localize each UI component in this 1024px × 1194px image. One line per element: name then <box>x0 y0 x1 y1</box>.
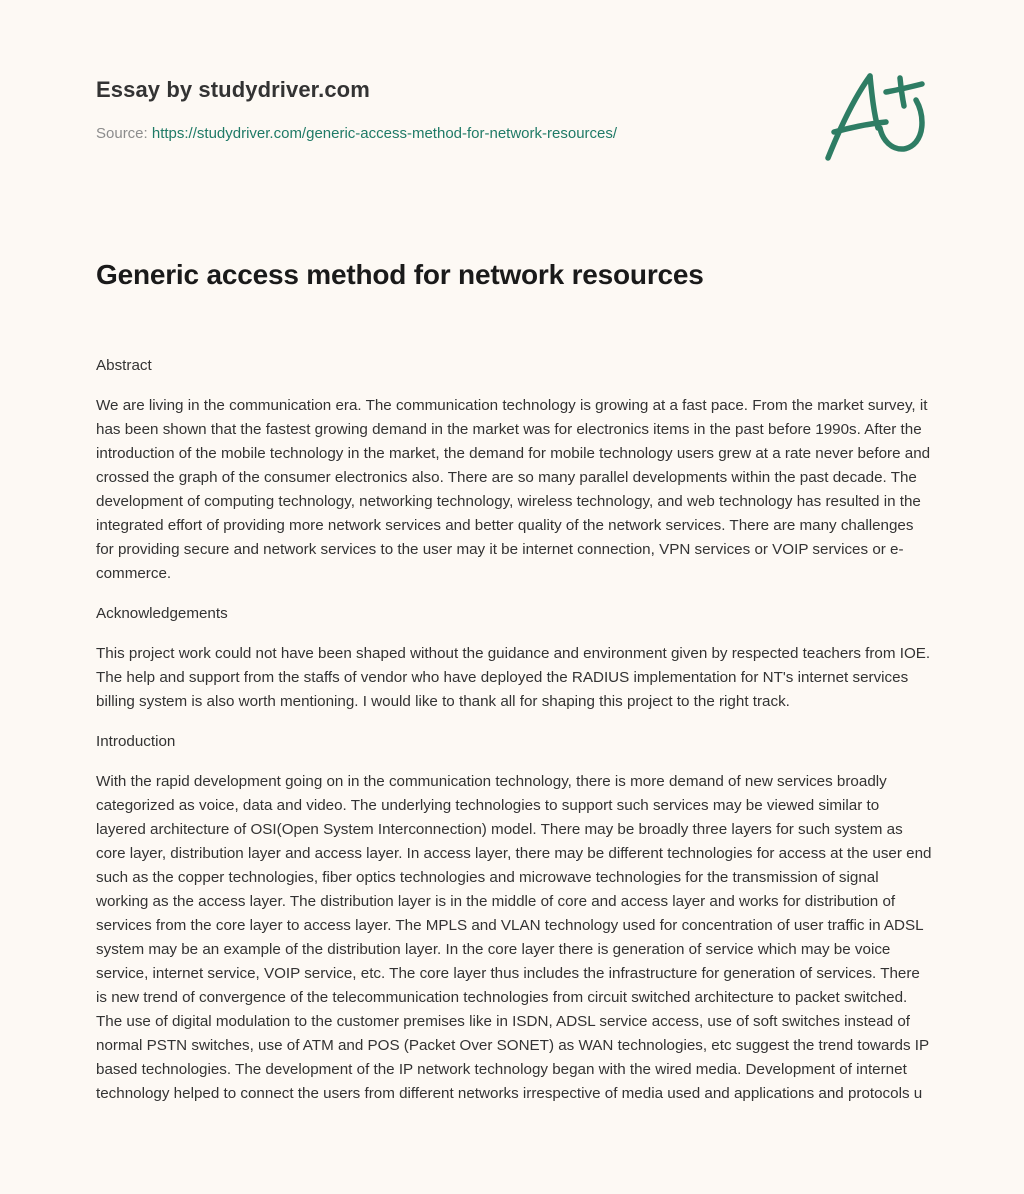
page-header <box>96 76 796 144</box>
site-title: Essay by studydriver.com <box>96 77 370 102</box>
a-plus-grade-icon <box>818 66 934 170</box>
introduction-paragraph: With the rapid development going on in the communication technology, there is more demand of new services broadly categorized as voice, data and video. The underlying technologies to support such services may be viewed similar to layered architecture of OSI(Open System Interconnection) model. There may be broadly three layers for such system as core layer, distribution layer and access layer. In access layer, there may be different technologies for access at the user end such as the copper technologies, fiber optics technologies and microwave technologies for the transmission of signal working as the access layer. The distribution layer is in the middle of core and access layer and works for distribution of services from the core layer to access layer. The MPLS and VLAN technology used for concentration of user traffic in ADSL system may be an example of the distribution layer. In the core layer there is generation of service which may be voice service, internet service, VOIP service, etc. The core layer thus includes the infrastructure for generation of services. There is new trend of convergence of the telecommunication technologies from circuit switched architecture to packet switched. The use of digital modulation to the customer premises like in ISDN, ADSL service access, use of soft switches instead of normal PSTN switches, use of ATM and POS (Packet Over SONET) as WAN technologies, etc suggest the trend towards IP based technologies. The development of the IP network technology began with the wired media. Development of internet technology helped to connect the users from different networks irrespective of media used and applications and protocols u <box>96 773 932 1102</box>
source-line <box>96 124 796 144</box>
document-body <box>96 354 932 1122</box>
section-heading-abstract: Abstract <box>96 357 152 374</box>
document-title: Generic access method for network resources <box>96 259 704 290</box>
section-heading-introduction: Introduction <box>96 733 176 750</box>
abstract-paragraph: We are living in the communication era. The communication technology is growing at a fast pace. From the market survey, it has been shown that the fastest growing demand in the market was for electronics items in the past before 1990s. After the introduction of the mobile technology in the market, the demand for mobile technology users grew at a rate never before and crossed the graph of the consumer electronics also. There are so many parallel developments within the past decade. The development of computing technology, networking technology, wireless technology, and web technology has resulted in the integrated effort of providing more network services and better quality of the network services. There are many challenges for providing secure and network services to the user may it be internet connection, VPN services or VOIP services or e-commerce. <box>96 397 931 582</box>
source-link[interactable]: https://studydriver.com/generic-access-method-for-network-resources/ <box>151 125 618 142</box>
source-label: Source: <box>96 125 148 142</box>
acknowledgements-paragraph: This project work could not have been shaped without the guidance and environment given by respected teachers from IOE. The help and support from the staffs of vendor who have deployed the RADIUS implementation for NT's internet services billing system is also worth mentioning. I would like to thank all for shaping this project to the right track. <box>96 645 931 710</box>
section-heading-acknowledgements: Acknowledgements <box>96 605 228 622</box>
